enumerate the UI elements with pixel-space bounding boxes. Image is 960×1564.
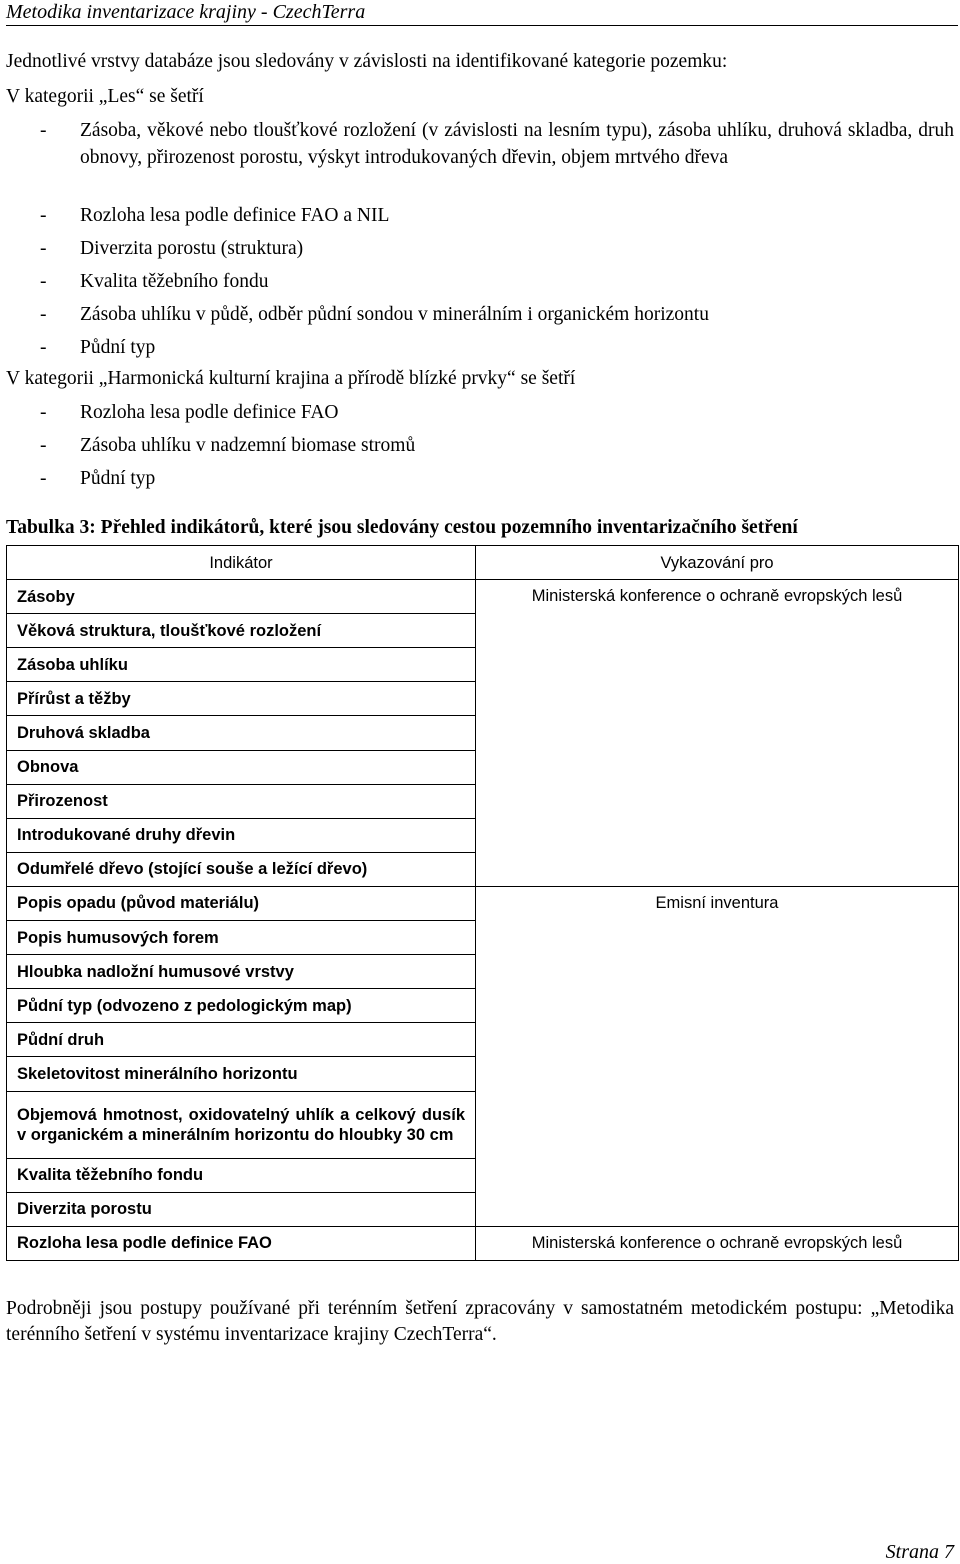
indicator-table — [6, 545, 959, 1261]
list-item-text: Rozloha lesa podle definice FAO — [80, 402, 339, 423]
indicator-cell: Zásoba uhlíku — [7, 648, 476, 682]
list-item-text: Kvalita těžebního fondu — [80, 271, 269, 292]
list-item-text: Zásoba uhlíku v nadzemní biomase stromů — [80, 435, 416, 456]
closing-paragraph: Podrobněji jsou postupy používané při terénním šetření zpracovány v samostatném metodickém postupu: „Metodika terénního šetření v systému inventarizace krajiny CzechTerra“. — [6, 1298, 954, 1345]
indicator-cell: Rozloha lesa podle definice FAO — [7, 1226, 476, 1260]
indicator-cell: Obnova — [7, 750, 476, 784]
list-item: - Zásoba uhlíku v nadzemní biomase stromů — [6, 432, 954, 459]
indicator-cell: Přirozenost — [7, 784, 476, 818]
table-row — [7, 1226, 959, 1260]
indicator-cell: Objemová hmotnost, oxidovatelný uhlík a celkový dusík v organickém a minerálním horizontu do hloubky 30 cm — [7, 1091, 476, 1158]
indicator-cell: Hloubka nadložní humusové vrstvy — [7, 955, 476, 989]
indicator-cell: Věková struktura, tloušťkové rozložení — [7, 614, 476, 648]
reporting-cell-mcpfe-last: Ministerská konference o ochraně evropských lesů — [476, 1226, 959, 1260]
category-les-heading: V kategorii „Les“ se šetří — [6, 86, 204, 107]
list-item: - Diverzita porostu (struktura) — [6, 235, 954, 262]
indicator-cell: Přírůst a těžby — [7, 682, 476, 716]
reporting-cell-emission: Emisní inventura — [476, 886, 959, 1226]
indicator-cell: Zásoby — [7, 580, 476, 614]
page-number: Strana 7 — [885, 1541, 954, 1563]
table-row — [7, 580, 959, 614]
indicator-cell: Kvalita těžebního fondu — [7, 1158, 476, 1192]
page-header-title: Metodika inventarizace krajiny - CzechTerra — [6, 1, 366, 23]
list-item: - Kvalita těžebního fondu — [6, 268, 954, 295]
list-item: - Zásoba uhlíku v půdě, odběr půdní sondou v minerálním i organickém horizontu — [6, 301, 954, 328]
indicator-cell: Půdní typ (odvozeno z pedologickým map) — [7, 989, 476, 1023]
list-item: - Rozloha lesa podle definice FAO a NIL — [6, 202, 954, 229]
indicator-cell: Odumřelé dřevo (stojící souše a ležící dřevo) — [7, 852, 476, 886]
intro-paragraph: Jednotlivé vrstvy databáze jsou sledovány v závislosti na identifikované kategorie pozemku: — [6, 51, 728, 72]
indicator-cell: Diverzita porostu — [7, 1192, 476, 1226]
header-reporting: Vykazování pro — [476, 546, 959, 580]
table-header-row — [7, 546, 959, 580]
indicator-cell: Skeletovitost minerálního horizontu — [7, 1057, 476, 1091]
list-item-text: Půdní typ — [80, 337, 156, 358]
reporting-cell-mcpfe: Ministerská konference o ochraně evropských lesů — [476, 580, 959, 887]
list-item: - Půdní typ — [6, 465, 954, 492]
list-item-text: Rozloha lesa podle definice FAO a NIL — [80, 205, 390, 226]
list-item-text: Zásoba, věkové nebo tloušťkové rozložení (v závislosti na lesním typu), zásoba uhlíku, druhová skladba, druh obnovy, přirozenost porostu, výskyt introdukovaných dřevin, objem mrtvého dřeva — [80, 120, 954, 168]
list-item: - Půdní typ — [6, 334, 954, 361]
table-caption: Tabulka 3: Přehled indikátorů, které jsou sledovány cestou pozemního inventarizačního šetření — [6, 517, 798, 538]
indicator-cell: Popis humusových forem — [7, 921, 476, 955]
header-indicator: Indikátor — [7, 546, 476, 580]
list-item-text: Zásoba uhlíku v půdě, odběr půdní sondou v minerálním i organickém horizontu — [80, 304, 709, 325]
list-item: - Zásoba, věkové nebo tloušťkové rozložení (v závislosti na lesním typu), zásoba uhlíku, druhová skladba, druh obnovy, přirozenost porostu, výskyt introdukovaných dřevin, objem mrtvého dřeva — [6, 117, 954, 171]
indicator-cell: Introdukované druhy dřevin — [7, 818, 476, 852]
indicator-cell: Popis opadu (původ materiálu) — [7, 886, 476, 920]
header-rule — [6, 25, 958, 26]
list-item-text: Půdní typ — [80, 468, 156, 489]
indicator-cell: Druhová skladba — [7, 716, 476, 750]
list-item: - Rozloha lesa podle definice FAO — [6, 399, 954, 426]
category-harmonic-heading: V kategorii „Harmonická kulturní krajina a přírodě blízké prvky“ se šetří — [6, 368, 576, 389]
list-item-text: Diverzita porostu (struktura) — [80, 238, 304, 259]
table-row — [7, 886, 959, 920]
indicator-cell: Půdní druh — [7, 1023, 476, 1057]
